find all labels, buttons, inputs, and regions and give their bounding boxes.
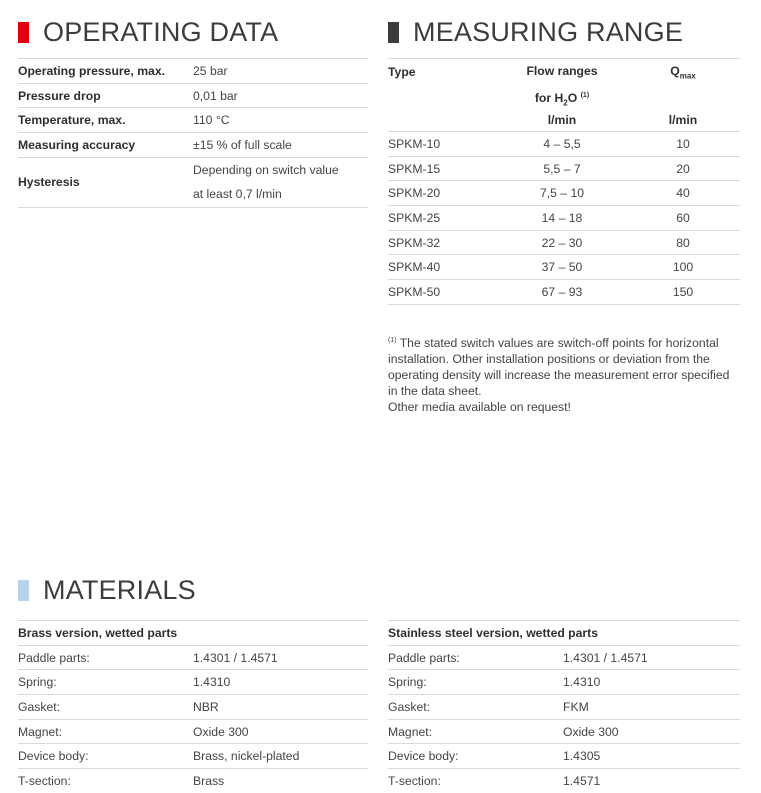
section-title: MEASURING RANGE — [413, 17, 684, 47]
row-value: ±15 % of full scale — [193, 137, 292, 152]
cell-range: 14 – 18 — [541, 210, 583, 225]
cell-qmax: 20 — [676, 161, 690, 176]
stainless-materials-table — [388, 620, 740, 793]
row-label: Gasket: — [18, 699, 60, 714]
row-label: Spring: — [388, 675, 427, 690]
cell-type: SPKM-50 — [388, 284, 441, 299]
table-row — [18, 133, 368, 158]
table-row — [388, 744, 740, 769]
row-value: NBR — [193, 699, 219, 714]
table-heading: Brass version, wetted parts — [18, 621, 368, 646]
row-value-line: at least 0,7 l/min — [193, 187, 282, 202]
section-marker — [388, 22, 399, 43]
row-label: Device body: — [388, 749, 459, 764]
table-row — [388, 255, 740, 280]
row-value: FKM — [563, 699, 589, 714]
cell-range: 7,5 – 10 — [539, 186, 585, 201]
row-label: Pressure drop — [18, 88, 101, 103]
row-value-line: Depending on switch value — [193, 162, 339, 177]
operating-data-heading — [18, 17, 278, 47]
cell-type: SPKM-32 — [388, 235, 441, 250]
row-value: 0,01 bar — [193, 88, 238, 103]
cell-qmax: 40 — [676, 186, 690, 201]
table-row — [18, 59, 368, 84]
table-row — [18, 720, 368, 745]
cell-range: 22 – 30 — [541, 235, 583, 250]
table-row — [18, 670, 368, 695]
row-label: Spring: — [18, 675, 57, 690]
cell-range: 5,5 – 7 — [543, 161, 581, 176]
section-title: OPERATING DATA — [43, 17, 279, 47]
row-value: 1.4305 — [563, 749, 601, 764]
row-label: Hysteresis — [18, 175, 80, 190]
cell-range: 37 – 50 — [541, 260, 583, 275]
cell-qmax: 150 — [672, 284, 694, 299]
materials-heading — [18, 575, 196, 605]
table-row — [388, 206, 740, 231]
table-row-hysteresis — [18, 158, 368, 208]
row-label: Measuring accuracy — [18, 137, 136, 152]
table-row — [388, 720, 740, 745]
table-row — [388, 670, 740, 695]
measuring-range-table — [388, 58, 740, 305]
cell-qmax: 80 — [676, 235, 690, 250]
table-row — [388, 695, 740, 720]
row-label: T-section: — [388, 773, 441, 788]
table-row — [388, 280, 740, 305]
header-flow-ranges: Flow ranges for $H_2O$ $^{(1)}$ l/min — [526, 64, 598, 127]
header-qmax: $Q_{max}$ l/min — [668, 64, 698, 127]
row-value: Brass, nickel-plated — [193, 749, 300, 764]
row-value: 1.4571 — [563, 773, 601, 788]
cell-type: SPKM-15 — [388, 161, 441, 176]
cell-qmax: 100 — [672, 260, 694, 275]
row-label: Paddle parts: — [18, 650, 90, 665]
section-title: MATERIALS — [43, 575, 196, 605]
cell-type: SPKM-40 — [388, 260, 441, 275]
operating-data-table — [18, 58, 368, 208]
row-value: 110 °C — [193, 113, 230, 128]
cell-type: SPKM-10 — [388, 136, 441, 151]
table-row — [18, 646, 368, 671]
table-row — [18, 744, 368, 769]
row-value: 1.4310 — [563, 675, 601, 690]
row-label: T-section: — [18, 773, 71, 788]
table-row — [18, 108, 368, 133]
row-label: Device body: — [18, 749, 89, 764]
row-label: Operating pressure, max. — [18, 63, 165, 78]
row-label: Magnet: — [388, 724, 433, 739]
row-label: Gasket: — [388, 699, 430, 714]
row-value: Oxide 300 — [193, 724, 249, 739]
table-row — [388, 181, 740, 206]
table-heading: Stainless steel version, wetted parts — [388, 621, 740, 646]
table-row — [18, 84, 368, 109]
row-value — [193, 158, 368, 207]
row-value: 1.4301 / 1.4571 — [563, 650, 648, 665]
row-label: Magnet: — [18, 724, 63, 739]
cell-qmax: 10 — [676, 136, 690, 151]
table-header — [388, 59, 740, 132]
table-row — [388, 231, 740, 256]
section-marker — [18, 22, 29, 43]
cell-type: SPKM-25 — [388, 210, 441, 225]
cell-range: 67 – 93 — [541, 284, 583, 299]
brass-materials-table — [18, 620, 368, 793]
row-value: 1.4310 — [193, 675, 231, 690]
row-value: Oxide 300 — [563, 724, 619, 739]
table-row — [18, 695, 368, 720]
table-row — [18, 769, 368, 793]
section-marker — [18, 580, 29, 601]
table-row — [388, 769, 740, 793]
header-type: Type — [388, 65, 416, 79]
cell-range: 4 – 5,5 — [543, 136, 581, 151]
cell-qmax: 60 — [676, 210, 690, 225]
row-value: Brass — [193, 773, 225, 788]
row-label: Temperature, max. — [18, 113, 126, 128]
measuring-range-heading — [388, 17, 683, 47]
cell-type: SPKM-20 — [388, 186, 441, 201]
table-row — [388, 646, 740, 671]
row-value: 25 bar — [193, 63, 228, 78]
footnote: $^{(1)}$ The stated switch values are switch-off points for horizontal installation. Other installation positions or deviation from the operating density will increase the measurement error specified in the data sheet. Other media available on request! — [388, 336, 730, 415]
table-row — [388, 157, 740, 182]
row-label: Paddle parts: — [388, 650, 460, 665]
table-row — [388, 132, 740, 157]
row-value: 1.4301 / 1.4571 — [193, 650, 278, 665]
